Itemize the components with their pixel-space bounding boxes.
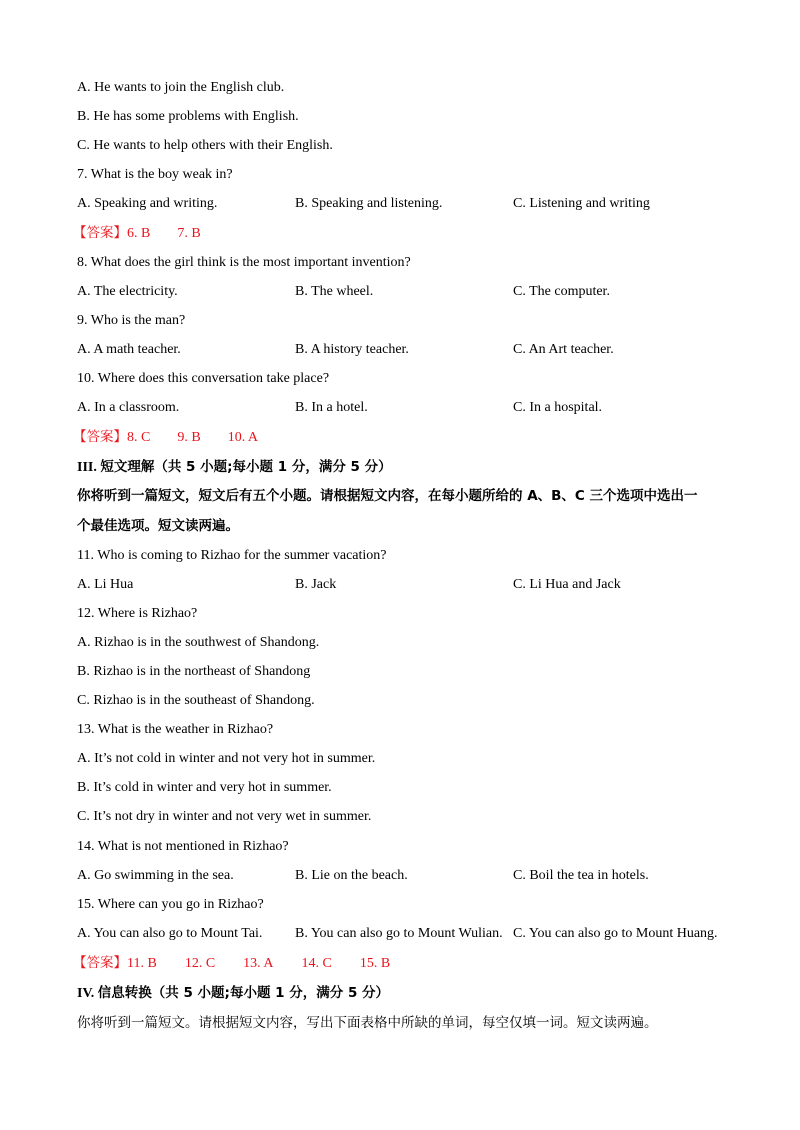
q7-question: 7. What is the boy weak in? xyxy=(77,167,233,182)
section-3-title: 短文理解（共 5 小题;每小题 1 分，满分 5 分） xyxy=(100,459,392,475)
q6-option-c: C. He wants to help others with their English. xyxy=(77,138,333,153)
q11-option-b: B. Jack xyxy=(295,577,337,592)
q6-option-b: B. He has some problems with English. xyxy=(77,109,299,124)
section-3-heading xyxy=(77,458,392,477)
q8-option-c: C. The computer. xyxy=(513,284,610,299)
q14-option-c: C. Boil the tea in hotels. xyxy=(513,868,649,883)
section-3-number: III. xyxy=(77,460,97,475)
q13-question: 13. What is the weather in Rizhao? xyxy=(77,722,274,737)
q14-question: 14. What is not mentioned in Rizhao? xyxy=(77,839,289,854)
q8-option-b: B. The wheel. xyxy=(295,284,374,299)
q11-option-c: C. Li Hua and Jack xyxy=(513,577,621,592)
q11-option-a: A. Li Hua xyxy=(77,577,134,592)
answer-item: 11. B xyxy=(127,956,157,971)
q9-option-b: B. A history teacher. xyxy=(295,342,409,357)
q15-option-a: A. You can also go to Mount Tai. xyxy=(77,926,263,941)
q12-option-b: B. Rizhao is in the northeast of Shandong xyxy=(77,664,311,679)
q11-question: 11. Who is coming to Rizhao for the summer vacation? xyxy=(77,548,387,563)
q8-question: 8. What does the girl think is the most important invention? xyxy=(77,255,411,270)
section-3-instruction-line2: 个最佳选项。短文读两遍。 xyxy=(77,518,239,534)
q9-question: 9. Who is the man? xyxy=(77,313,186,328)
q10-option-a: A. In a classroom. xyxy=(77,400,180,415)
q13-option-a: A. It’s not cold in winter and not very hot in summer. xyxy=(77,751,376,766)
answer-item: 12. C xyxy=(184,956,216,971)
q14-option-b: B. Lie on the beach. xyxy=(295,868,408,883)
answer-item: 13. A xyxy=(243,956,274,971)
q10-question: 10. Where does this conversation take place? xyxy=(77,371,330,386)
answer-tag: 【答案】 xyxy=(73,955,127,971)
q12-question: 12. Where is Rizhao? xyxy=(77,606,198,621)
section-4-instruction: 你将听到一篇短文。请根据短文内容，写出下面表格中所缺的单词，每空仅填一词。短文读两遍。 xyxy=(77,1015,658,1031)
q7-option-b: B. Speaking and listening. xyxy=(295,196,443,211)
section-4-number: IV. xyxy=(77,986,95,1001)
q14-option-a: A. Go swimming in the sea. xyxy=(77,868,234,883)
answer-item: 14. C xyxy=(301,956,332,971)
q7-option-c: C. Listening and writing xyxy=(513,196,650,211)
q8-option-a: A. The electricity. xyxy=(77,284,178,299)
q12-option-c: C. Rizhao is in the southeast of Shandong. xyxy=(77,693,315,708)
section-3-instruction-line1: 你将听到一篇短文，短文后有五个小题。请根据短文内容，在每小题所给的 A、B、C 三个选项中选出一 xyxy=(77,488,698,504)
q13-option-c: C. It’s not dry in winter and not very wet in summer. xyxy=(77,809,372,824)
q15-option-b: B. You can also go to Mount Wulian. xyxy=(295,926,503,941)
q15-option-c: C. You can also go to Mount Huang. xyxy=(513,926,718,941)
q15-question: 15. Where can you go in Rizhao? xyxy=(77,897,264,912)
q9-option-a: A. A math teacher. xyxy=(77,342,181,357)
q13-option-b: B. It’s cold in winter and very hot in summer. xyxy=(77,780,332,795)
answer-tag: 【答案】 xyxy=(73,429,127,445)
q7-option-a: A. Speaking and writing. xyxy=(77,196,218,211)
q12-option-a: A. Rizhao is in the southwest of Shandong. xyxy=(77,635,320,650)
section-4-heading xyxy=(77,984,389,1003)
answer-item: 8. C xyxy=(127,430,151,445)
section-4-title: 信息转换（共 5 小题;每小题 1 分，满分 5 分） xyxy=(97,985,390,1001)
answer-11-15 xyxy=(73,954,391,973)
q9-option-c: C. An Art teacher. xyxy=(513,342,614,357)
answer-item: 10. A xyxy=(227,430,259,445)
q10-option-c: C. In a hospital. xyxy=(513,400,603,415)
answer-8-10 xyxy=(73,428,259,447)
answer-item: 6. B xyxy=(127,226,151,241)
answer-tag: 【答案】 xyxy=(73,225,127,241)
answer-item: 9. B xyxy=(177,430,201,445)
answer-item: 7. B xyxy=(177,226,201,241)
q10-option-b: B. In a hotel. xyxy=(295,400,368,415)
answer-6-7 xyxy=(73,224,201,243)
q6-option-a: A. He wants to join the English club. xyxy=(77,80,285,95)
answer-item: 15. B xyxy=(359,956,391,971)
